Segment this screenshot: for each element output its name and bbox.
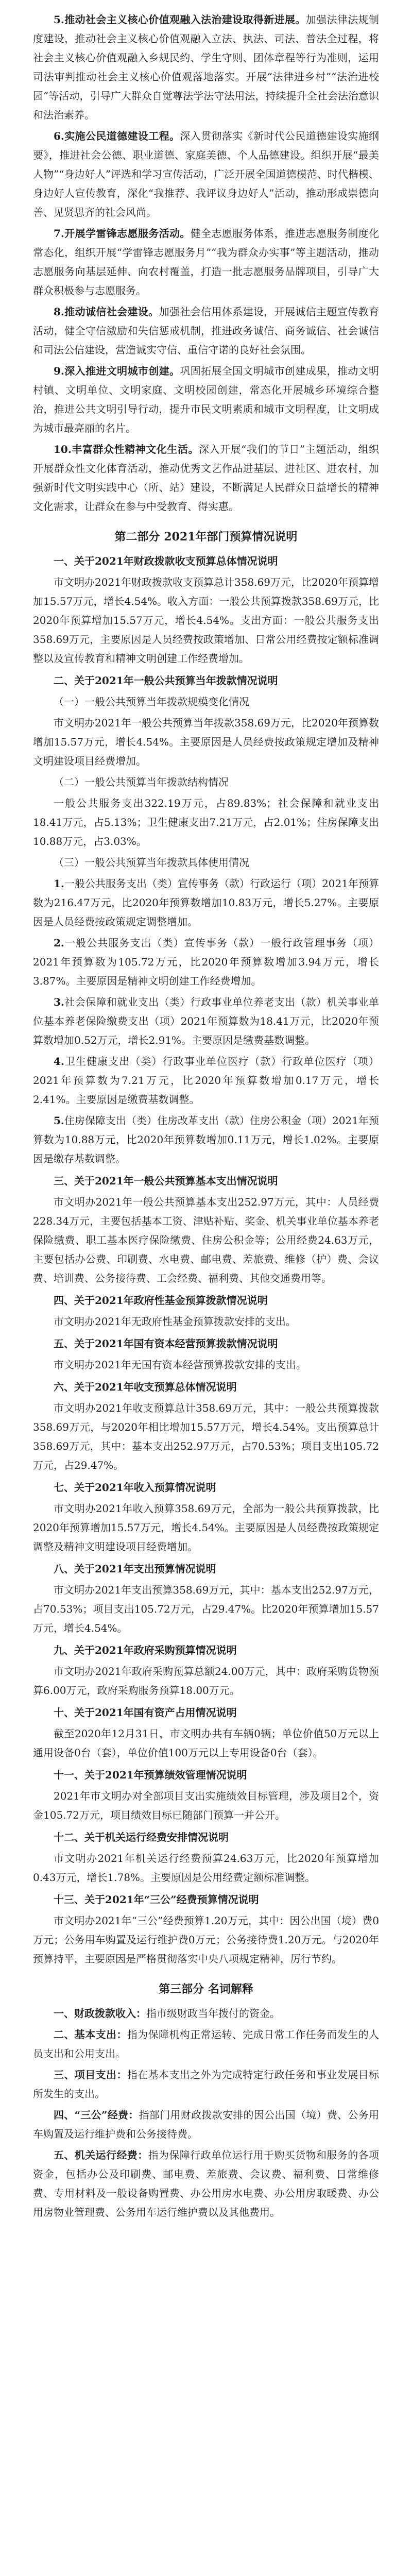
paragraph xyxy=(33,2106,379,2144)
paragraph-text: 住房保障支出（类）住房改革支出（款）住房公积金（项）2021年预算数为10.88万元，比2020年预算数增加0.11万元，增长1.02%。主要原因是缴存基数调整。 xyxy=(33,1114,379,1165)
paragraph xyxy=(33,714,379,771)
paragraph xyxy=(33,1312,379,1331)
paragraph-text: 市文明办2021年政府采购预算总额24.00万元，其中：政府采购货物预算6.00万元，政府采购服务预算18.00万元。 xyxy=(33,1665,379,1697)
paragraph-text: 十二、关于机关运行经费安排情况说明 xyxy=(54,1831,229,1843)
paragraph-text: 深入开展“我们的节日”主题活动，组织开展群众性文化体育活动，推动优秀文艺作品进基层、进社区、进农村，加强新时代文明实践中心（所、站）建设，不断满足人民群众日益增长的精神文化需求，让群众在参与中受教育、得实惠。 xyxy=(33,443,380,513)
paragraph-text: （三）一般公共预算当年拨款具体使用情况 xyxy=(54,856,249,869)
sub-subsection-heading xyxy=(33,853,379,872)
paragraph-lead: 6.实施公民道德建设工程。 xyxy=(54,130,180,142)
subsection-heading xyxy=(33,1766,379,1785)
paragraph-text: 加强法律法规制度建设，推动社会主义核心价值观融入立法、执法、司法、普法全过程，将社会主义核心价值观融入乡规民约、学生守则、团体章程等行为准则，运用司法审判推动社会主义核心价值观落地落实。开展“法律进乡村”“法治进校园”等活动，引导广大群众自觉尊法学法守法用法，持续提升全社会法治意识和法治素养。 xyxy=(33,13,380,121)
paragraph-lead: 四、“三公”经费： xyxy=(54,2109,139,2121)
paragraph-lead: 五、机关运行经费： xyxy=(54,2149,148,2161)
paragraph-text: 三、关于2021年一般公共预算基本支出情况说明 xyxy=(54,1175,278,1187)
paragraph-lead: 10.丰富群众性精神文化生活。 xyxy=(54,443,199,455)
paragraph-text: 一般公共服务支出322.19万元，占89.83%；社会保障和就业支出18.41万元，占5.13%；卫生健康支出7.21万元，占2.01%；住房保障支出10.88万元，占3.03%。 xyxy=(33,797,379,848)
subsection-heading xyxy=(33,1378,379,1397)
paragraph-text: 卫生健康支出（类）行政事业单位医疗（款）行政单位医疗（项）2021年预算数为7.21万元，比2020年预算数增加0.17万元，增长2.41%。主要原因是缴费基数调整。 xyxy=(33,1055,379,1106)
paragraph-lead: 2. xyxy=(54,937,64,949)
paragraph xyxy=(33,1399,379,1475)
paragraph-text: 五、关于2021年国有资本经营预算拨款情况说明 xyxy=(54,1337,278,1350)
paragraph-text: 二、关于2021年一般公共预算当年拨款情况说明 xyxy=(54,674,278,687)
paragraph-text: 健全志愿服务体系，推进志愿服务制度化常态化，组织开展“学雷锋志愿服务月”“我为群众办实事”等主题活动，推动志愿服务向基层延伸、向农村覆盖，打造一批志愿服务品牌项目，引导广大群众积极参与志愿服务。 xyxy=(33,227,379,297)
paragraph-lead: 5.推动社会主义核心价值观融入法治建设取得新进展。 xyxy=(54,13,306,26)
paragraph xyxy=(33,2004,379,2023)
paragraph xyxy=(33,1193,379,1288)
subsection-heading xyxy=(33,1890,379,1909)
subsection-heading xyxy=(33,552,379,571)
paragraph-text: （二）一般公共预算当年拨款结构情况 xyxy=(54,776,229,788)
subsection-heading xyxy=(33,1641,379,1660)
paragraph xyxy=(33,1662,379,1700)
paragraph xyxy=(33,2146,379,2222)
paragraph-text: 巩固拓展全国文明城市创建成果，推动文明村镇、文明单位、文明家庭、文明校园创建，常态化开展城乡环境综合整治，推进公共文明引导行动，提升市民文明素质和城市文明程度，让文明成为城市最亮丽的名片。 xyxy=(33,365,379,434)
paragraph-text: 市文明办2021年财政拨款收支预算总计358.69万元，比2020年预算增加15.57万元，增长4.54%。收入方面：一般公共预算拨款358.69万元，比2020年预算增加15.57万元，增长4.54%。支出方面：一般公共服务支出358.69万元，主要原因是人员经费按政策增加、日常公用经费按定额标准调整以及宣传教育和精神文明创建工作经费增加。 xyxy=(33,576,379,665)
paragraph-text: 加强社会信用体系建设，开展诚信主题宣传教育活动，健全守信激励和失信惩戒机制，推进政务诚信、商务诚信、社会诚信和司法公信建设，营造诚实守信、重信守诺的良好社会氛围。 xyxy=(33,306,379,356)
paragraph xyxy=(33,1111,379,1168)
paragraph-text: 市文明办2021年一般公共预算当年拨款358.69万元，比2020年预算数增加15.57万元，增长4.54%。主要原因是人员经费按政策规定增加及精神文明建设项目经费增加。 xyxy=(33,717,379,767)
paragraph xyxy=(33,874,379,931)
paragraph-text: 市文明办2021年支出预算358.69万元，其中：基本支出252.97万元，占70.53%；项目支出105.72万元，占29.47%。比2020年预算增加15.57万元，增长4.54%。 xyxy=(33,1584,379,1634)
subsection-heading xyxy=(33,1560,379,1579)
section-heading xyxy=(33,1980,379,1999)
paragraph-text: 一般公共服务支出（类）宣传事务（款）行政运行（项）2021年预算数为216.47万元，比2020年预算数增加10.83万元，增长5.27%。主要原因是人员经费按政策规定调整增加。 xyxy=(33,877,379,928)
paragraph xyxy=(33,1849,379,1887)
paragraph-text: 市文明办2021年一般公共预算基本支出252.97万元，其中：人员经费228.34万元，主要包括基本工资、津贴补贴、奖金、机关事业单位基本养老保险缴费、职工基本医疗保险缴费、住房公积金等；公用经费24.63万元，主要包括办公费、印刷费、水电费、邮电费、差旅费、维修（护）费、会议费、培训费、公务接待费、工会经费、福利费、其他交通费用等。 xyxy=(33,1196,379,1284)
paragraph-text: 一般公共服务支出（类）宣传事务（款）一般行政管理事务（项）2021年预算数为105.72万元，比2020年预算数增加3.94万元，增长3.87%。主要原因是精神文明创建工作经费增加。 xyxy=(33,937,379,987)
paragraph-text: 四、关于2021年政府性基金预算拨款情况说明 xyxy=(54,1294,268,1307)
paragraph-lead: 4. xyxy=(54,1055,64,1067)
paragraph xyxy=(33,127,379,222)
paragraph-text: 八、关于2021年支出预算情况说明 xyxy=(54,1563,216,1575)
paragraph-text: 指在基本支出之外为完成特定行政任务和事业发展目标所发生的支出。 xyxy=(33,2069,380,2100)
paragraph-lead: 一、财政拨款收入： xyxy=(54,2007,146,2020)
paragraph xyxy=(33,224,379,300)
paragraph-text: 第三部分 名词解释 xyxy=(159,1982,253,1996)
subsection-heading xyxy=(33,1828,379,1847)
paragraph xyxy=(33,1355,379,1375)
paragraph-text: 截至2020年12月31日，市文明办共有车辆0辆；单位价值50万元以上通用设备0台（套），单位价值100万元以上专用设备0台（套）。 xyxy=(33,1727,379,1759)
paragraph xyxy=(33,1911,379,1969)
paragraph xyxy=(33,1052,379,1109)
paragraph xyxy=(33,10,379,125)
paragraph xyxy=(33,934,379,991)
paragraph-text: 市文明办2021年收支预算总计358.69万元，其中：一般公共预算拨款358.69万元，与2020年相比增加15.57万元，增长4.54%。支出预算总计358.69万元，其中：基本支出252.97万元，占70.53%；项目支出105.72万元，占29.47%。 xyxy=(33,1402,379,1471)
paragraph-lead: 3. xyxy=(54,996,64,1008)
paragraph-text: 一、关于2021年财政拨款收支预算总体情况说明 xyxy=(54,555,278,567)
paragraph-text: 市文明办2021年无政府性基金预算拨款安排的支出。 xyxy=(54,1315,296,1328)
paragraph-text: 2021年市文明办对全部项目支出实施绩效目标管理，涉及项目2个，资金105.72万元，项目绩效目标已随部门预算一并公开。 xyxy=(33,1790,379,1821)
subsection-heading xyxy=(33,1291,379,1310)
paragraph-text: 指部门用财政拨款安排的因公出国（境）费、公务用车购置及运行维护费和公务接待费。 xyxy=(33,2109,380,2140)
paragraph-text: 市文明办2021年机关运行经费预算24.63万元，比2020年预算增加0.43万元，增长1.78%。主要原因是公用经费定额标准调整。 xyxy=(33,1852,379,1884)
paragraph-text: 七、关于2021年收入预算情况说明 xyxy=(54,1481,216,1494)
paragraph xyxy=(33,993,379,1050)
paragraph-lead: 二、基本支出： xyxy=(54,2028,127,2041)
paragraph-text: 市文明办2021年收入预算358.69万元，全部为一般公共预算拨款，比2020年预算增加15.57万元，增长4.54%。主要原因是人员经费按政策规定调整及精神文明建设项目经费增加。 xyxy=(33,1502,379,1553)
paragraph-lead: 8.推动诚信社会建设。 xyxy=(54,306,159,318)
subsection-heading xyxy=(33,1478,379,1497)
paragraph xyxy=(33,1499,379,1556)
paragraph-text: 十一、关于2021年预算绩效管理情况说明 xyxy=(54,1769,247,1781)
paragraph-lead: 7.开展学雷锋志愿服务活动。 xyxy=(54,227,191,240)
subsection-heading xyxy=(33,1334,379,1353)
paragraph xyxy=(33,2065,379,2104)
paragraph-text: 第二部分 2021年部门预算情况说明 xyxy=(114,530,298,544)
paragraph-text: 六、关于2021年收支预算总体情况说明 xyxy=(54,1381,237,1393)
paragraph xyxy=(33,1581,379,1638)
paragraph-lead: 5. xyxy=(54,1114,64,1127)
paragraph-text: 指为保障行政单位运行用于购买货物和服务的各项资金，包括办公及印刷费、邮电费、差旅费、会议费、福利费、日常维修费、专用材料及一般设备购置费、办公用房水电费、办公用房取暖费、办公用房物业管理费、公务用车运行维护费以及其他费用。 xyxy=(33,2149,380,2218)
subsection-heading xyxy=(33,1703,379,1722)
paragraph-lead: 三、项目支出： xyxy=(54,2069,127,2081)
paragraph-lead: 9.深入推进文明城市创建。 xyxy=(54,365,180,377)
paragraph-lead: 1. xyxy=(54,877,64,890)
paragraph xyxy=(33,302,379,360)
paragraph xyxy=(33,440,379,516)
subsection-heading xyxy=(33,671,379,690)
paragraph-text: 九、关于2021年政府采购预算情况说明 xyxy=(54,1644,237,1656)
paragraph-text: 市文明办2021年“三公”经费预算1.20万元，其中：因公出国（境）费0万元；公务用车购置及运行维护费0万元；公务接待费1.20万元。与2020年预算持平，主要原因是严格贯彻落实中央八项规定精神，厉行节约。 xyxy=(33,1914,379,1965)
paragraph-text: 十三、关于2021年“三公”经费预算情况说明 xyxy=(54,1893,259,1906)
sub-subsection-heading xyxy=(33,692,379,711)
paragraph-text: 社会保障和就业支出（类）行政事业单位养老支出（款）机关事业单位基本养老保险缴费支出（项）2021年预算数为18.41万元，比2020年预算数增加0.52万元，增长2.91%。主要原因是缴费基数调整。 xyxy=(33,996,379,1046)
paragraph xyxy=(33,362,379,438)
paragraph xyxy=(33,1724,379,1762)
paragraph-text: 指市级财政当年拨付的资金。 xyxy=(146,2007,280,2020)
subsection-heading xyxy=(33,1172,379,1191)
paragraph-text: 深入贯彻落实《新时代公民道德建设实施纲要》，推进社会公德、职业道德、家庭美德、个人品德建设。组织开展“最美人物”“身边好人”评选和学习宣传活动，广泛开展全国道德模范、时代楷模、身边好人宣传教育，深化“我推荐、我评议身边好人”活动，推动形成崇德向善、见贤思齐的社会风尚。 xyxy=(33,130,379,218)
paragraph xyxy=(33,2025,379,2063)
section-heading xyxy=(33,528,379,547)
paragraph xyxy=(33,1787,379,1825)
paragraph xyxy=(33,794,379,851)
paragraph-text: 指为保障机构正常运转、完成日常工作任务而发生的人员支出和公用支出。 xyxy=(33,2028,380,2060)
sub-subsection-heading xyxy=(33,773,379,792)
paragraph-text: （一）一般公共预算当年拨款规模变化情况 xyxy=(54,696,249,708)
paragraph xyxy=(33,573,379,668)
paragraph-text: 市文明办2021年无国有资本经营预算拨款安排的支出。 xyxy=(54,1359,306,1371)
paragraph-text: 十、关于2021年国有资产占用情况说明 xyxy=(54,1706,237,1719)
